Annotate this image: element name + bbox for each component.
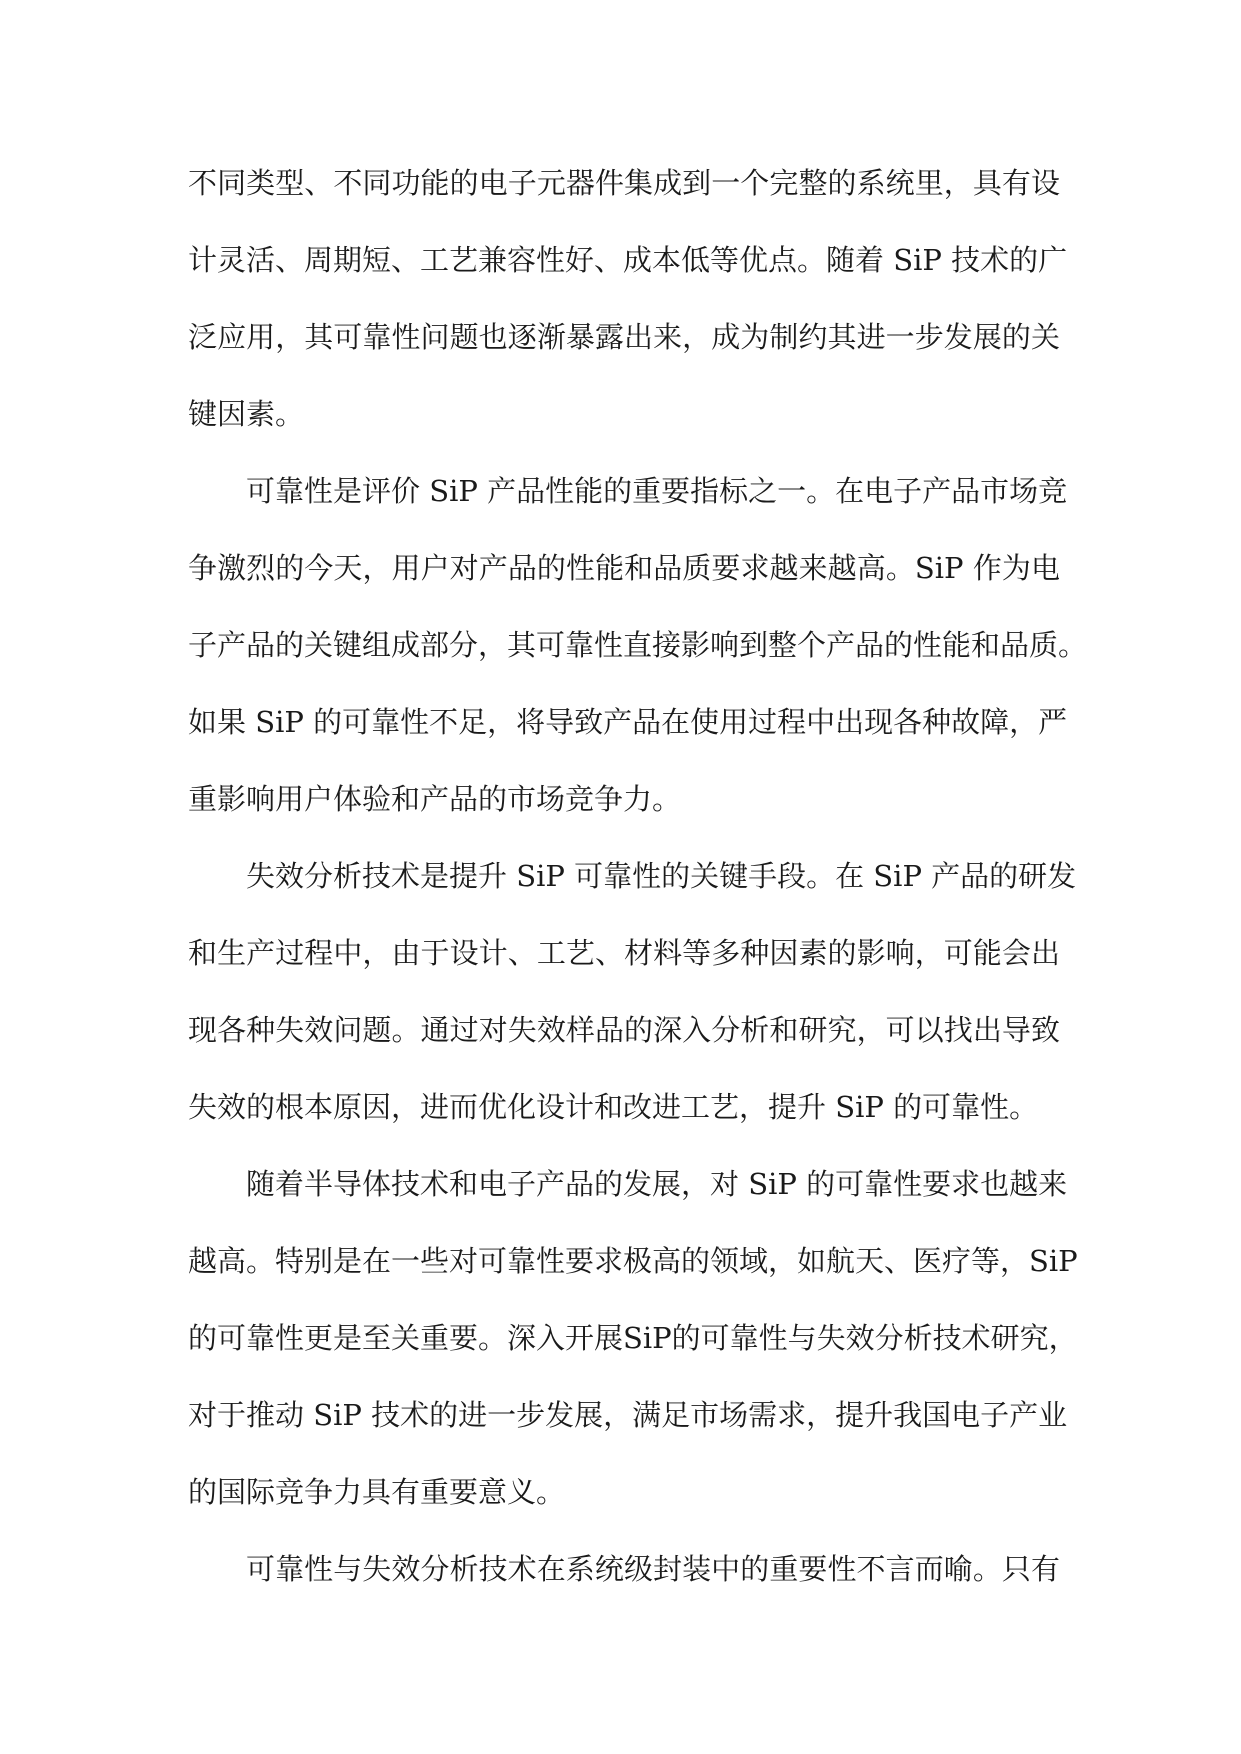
- document-body: [188, 145, 1088, 1608]
- paragraph: [188, 145, 1068, 453]
- text-line: 的国际竞争力具有重要意义。: [188, 1475, 566, 1509]
- text-line: 和生产过程中，由于设计、工艺、材料等多种因素的影响，可能会出: [188, 936, 1060, 970]
- text-line: 可靠性是评价 SiP 产品性能的重要指标之一。在电子产品市场竞: [246, 474, 1068, 508]
- paragraph: [188, 1531, 1060, 1608]
- paragraph: [188, 1146, 1078, 1531]
- text-line: 争激烈的今天，用户对产品的性能和品质要求越来越高。SiP 作为电: [188, 551, 1060, 585]
- text-line: 越高。特别是在一些对可靠性要求极高的领域，如航天、医疗等，SiP: [188, 1244, 1078, 1278]
- text-line: 重影响用户体验和产品的市场竞争力。: [188, 782, 682, 816]
- text-line: 失效分析技术是提升 SiP 可靠性的关键手段。在 SiP 产品的研发: [246, 859, 1077, 893]
- text-line: 失效的根本原因，进而优化设计和改进工艺，提升 SiP 的可靠性。: [188, 1090, 1039, 1124]
- text-line: 随着半导体技术和电子产品的发展，对 SiP 的可靠性要求也越来: [246, 1167, 1068, 1201]
- text-line: 的可靠性更是至关重要。深入开展SiP的可靠性与失效分析技术研究，: [188, 1321, 1078, 1355]
- paragraph: [188, 838, 1077, 1146]
- text-line: 可靠性与失效分析技术在系统级封装中的重要性不言而喻。只有: [246, 1552, 1060, 1586]
- text-line: 如果 SiP 的可靠性不足，将导致产品在使用过程中出现各种故障，严: [188, 705, 1068, 739]
- text-line: 不同类型、不同功能的电子元器件集成到一个完整的系统里，具有设: [188, 166, 1060, 200]
- paragraph: [188, 453, 1088, 838]
- text-line: 现各种失效问题。通过对失效样品的深入分析和研究，可以找出导致: [188, 1013, 1060, 1047]
- text-line: 泛应用，其可靠性问题也逐渐暴露出来，成为制约其进一步发展的关: [188, 320, 1060, 354]
- text-line: 子产品的关键组成部分，其可靠性直接影响到整个产品的性能和品质。: [188, 628, 1088, 662]
- text-line: 对于推动 SiP 技术的进一步发展，满足市场需求，提升我国电子产业: [188, 1398, 1068, 1432]
- text-line: 计灵活、周期短、工艺兼容性好、成本低等优点。随着 SiP 技术的广: [188, 243, 1068, 277]
- text-line: 键因素。: [188, 397, 305, 431]
